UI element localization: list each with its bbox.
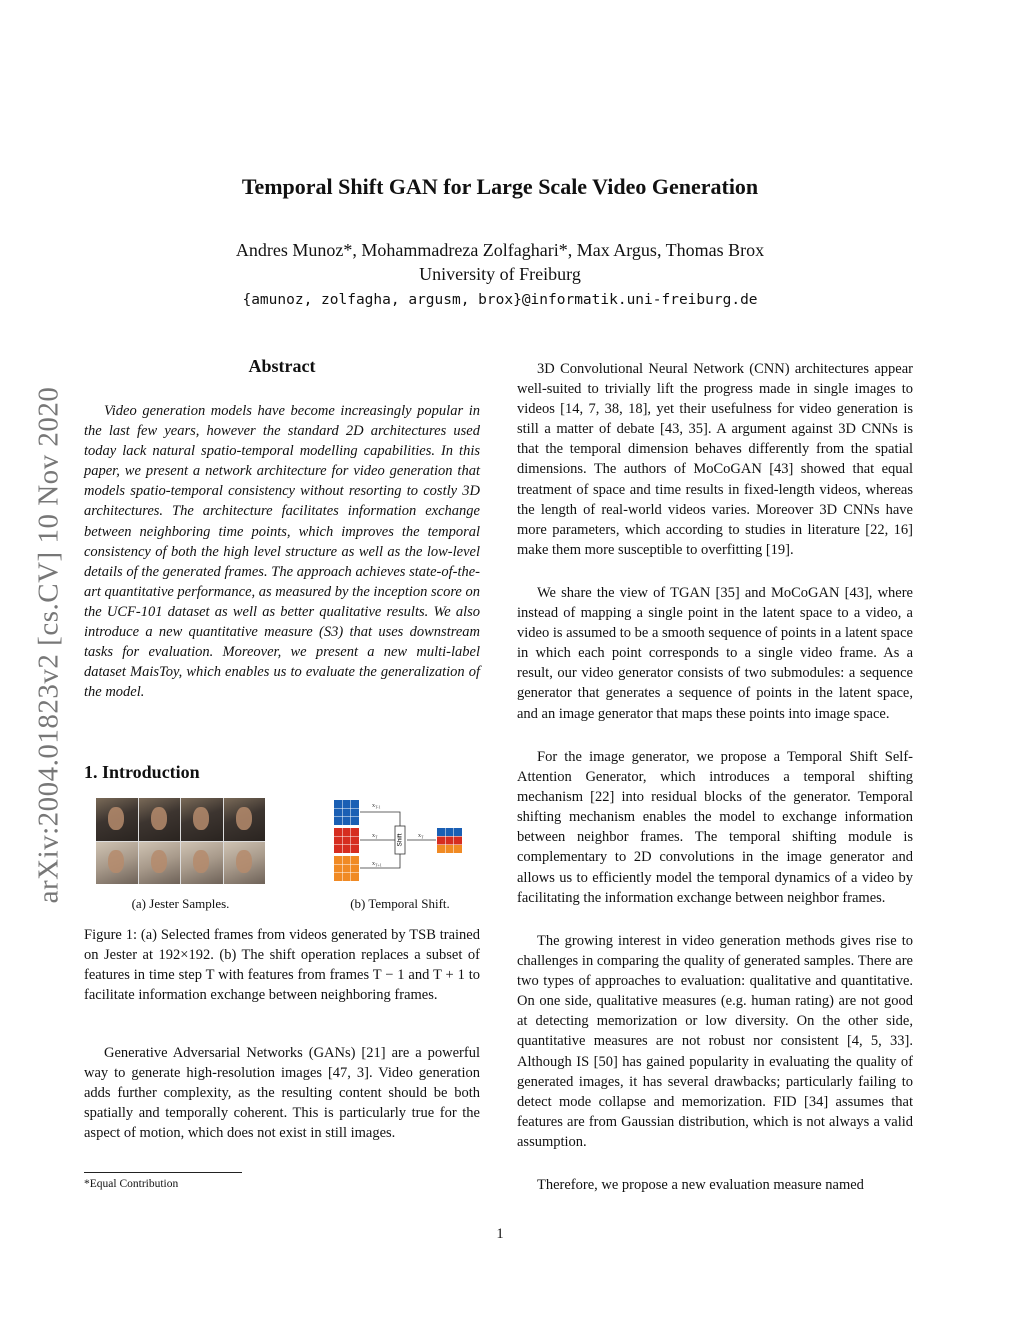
temporal-shift-diagram bbox=[332, 798, 480, 886]
paragraph-3d-cnn: 3D Convolutional Neural Network (CNN) architectures appear well-suited to trivially lift the progress made in single images to videos [14, 7, 38, 18], yet their usefulness for video generation is still a matter of debate [43, 35]. A argument against 3D CNNs is that the temporal dimension behaves differently from the spatial dimensions. The authors of MoCoGAN [43] showed that equal treatment of space and time results in fixed-length videos, whereas the length of real-world videos varies. Moreover 3D CNNs have more parameters, which according to studies in literature [22, 16] make them more susceptible to overfitting [19]. bbox=[517, 361, 913, 558]
shift-label: Shift bbox=[396, 833, 404, 847]
arxiv-identifier: arXiv:2004.01823v2 [cs.CV] 10 Nov 2020 bbox=[32, 386, 65, 904]
abstract-text: Video generation models have become increasingly popular in the last few years, however the standard 2D architectures used today lack natural spatio-temporal modelling capabilities. In this paper, we present a network architecture for video generation that models spatio-temporal consistency without resorting to costly 3D architectures. The architecture facilitates information exchange between neighboring time points, which improves the temporal consistency of both the high level structure as well as the low-level details of the generated frames. The approach achieves state-of-the-art quantitative performance, as measured by the inception score on the UCF-101 dataset as well as better qualitative results. We also introduce a new quantitative measure (S3) that uses downstream tasks for evaluation. Moreover, we present a new multi-label dataset MaisToy, which enables us to evaluate the generalization of the model. bbox=[84, 403, 480, 701]
label-x-t-plus-1: $x_{T+1}$ bbox=[372, 861, 382, 868]
paragraph-evaluation: The growing interest in video generation methods gives rise to challenges in comparing the quality of generated samples. There are two types of approaches to evaluation: qualitative and quantitative. On one side, qualitative measures (e.g. human rating) are not good at detecting memorization or low diversity. On the other side, quantitative measures are not robust nor consistent [4, 5, 33]. Although IS [50] has gained popularity in evaluating the quality of generated images, it has several drawbacks; particularly failing to detect mode collapse and memorization. FID [34] assumes that features are from Gaussian distribution, which is not always a valid assumption. bbox=[517, 933, 913, 1150]
affiliation: University of Freiburg bbox=[419, 264, 581, 284]
figure-caption: Figure 1: (a) Selected frames from videos generated by TSB trained on Jester at 192×192. (b) The shift operation replaces a subset of features in time step T with features from frames T − 1 and T + 1 to facilitate information exchange between neighboring frames. bbox=[84, 927, 480, 1004]
label-x-t-minus-1: $x_{T-1}$ bbox=[372, 803, 381, 810]
abstract-heading: Abstract bbox=[248, 356, 316, 376]
paragraph-image-generator: For the image generator, we propose a Temporal Shift Self-Attention Generator, which introduces a temporal shifting mechanism [22] into residual blocks of the generator. Temporal shifting mechanism enables the model to exchange information between neighbor frames. The temporal shifting module is complementary to 2D convolutions in the image generator and allows us to efficiently model the temporal dynamics of a video by facilitating the information exchange between neighbor frames. bbox=[517, 749, 913, 906]
label-x-t: $x_T$ bbox=[372, 833, 378, 840]
footnote-rule bbox=[84, 1172, 242, 1173]
page-number: 1 bbox=[496, 1226, 504, 1242]
feature-block-t-minus-1 bbox=[334, 800, 359, 825]
feature-block-t bbox=[334, 828, 359, 853]
subcaption-a: (a) Jester Samples. bbox=[131, 896, 230, 911]
jester-samples-image bbox=[96, 798, 265, 884]
label-x-t-out: $x_T$ bbox=[418, 833, 424, 840]
paper-title: Temporal Shift GAN for Large Scale Video Generation bbox=[241, 174, 759, 199]
intro-heading: 1. Introduction bbox=[84, 762, 200, 782]
output-feature-block bbox=[437, 828, 462, 853]
author-list: Andres Munoz*, Mohammadreza Zolfaghari*, Max Argus, Thomas Brox bbox=[235, 240, 765, 260]
footnote: *Equal Contribution bbox=[84, 1178, 179, 1190]
paragraph-new-measure: Therefore, we propose a new evaluation measure named bbox=[537, 1177, 864, 1193]
paragraph-latent-space: We share the view of TGAN [35] and MoCoGAN [43], where instead of mapping a single point in the latent space to a video, a video is assumed to be a smooth sequence of points in a latent space in which each point corresponds to a single video frame. As a result, our video generator consists of two submodules: a sequence generator that generates a sequence of points in the latent space, and an image generator that maps these points into image space. bbox=[517, 585, 913, 722]
subcaption-b: (b) Temporal Shift. bbox=[350, 896, 450, 911]
feature-block-t-plus-1 bbox=[334, 856, 359, 881]
author-emails[interactable]: {amunoz, zolfagha, argusm, brox}@informatik.uni-freiburg.de bbox=[242, 292, 758, 308]
intro-paragraph: Generative Adversarial Networks (GANs) [21] are a powerful way to generate high-resolution images [47, 3]. Video generation adds further complexity, as the resulting content should be both spatially and temporally coherent. This is particularly true for the aspect of motion, which does not exist in still images. bbox=[84, 1045, 480, 1142]
